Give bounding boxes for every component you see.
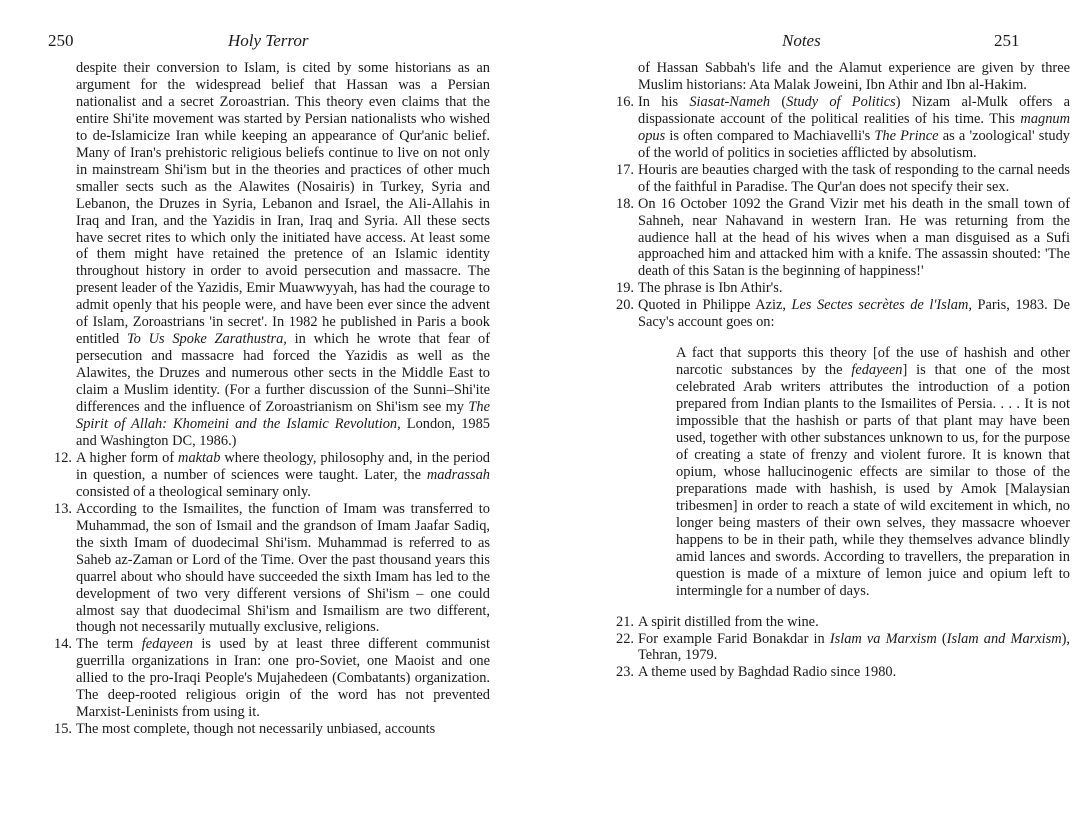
note-number: 14. [54, 636, 72, 653]
note-number: 15. [54, 721, 72, 738]
running-title: Holy Terror [228, 31, 309, 50]
running-title: Notes [782, 31, 821, 50]
note-number: 20. [616, 297, 634, 314]
note-19: 19. The phrase is Ibn Athir's. [610, 280, 1070, 297]
note-23: 23. A theme used by Baghdad Radio since 1980. [610, 664, 1070, 681]
note-15: 15. The most complete, though not necessarily unbiased, accounts [48, 721, 490, 738]
note-number: 12. [54, 449, 72, 466]
note-21: 21. A spirit distilled from the wine. [610, 614, 1070, 631]
block-quote: A fact that supports this theory [of the use of hashish and other narcotic substances by the fedayeen] is that one of the most celebrated Arab writers attributes the introduction of a potion prepared from Indian plants to the Ismailites of Persia. . . . It is not impossible that the hashish or parts of that plant may have been used, together with other substances unknown to us, for the purpose of creating a state of frenzy and violent furore. It is known that opium, whose hallucinogenic effects are similar to those of the preparations made with hashish, is used by Amok [Malaysian tribesmen] in order to reach a state of wild excitement in which, no longer being masters of their own selves, they massacre whoever happens to be in their path, while they themselves advance blindly amid lances and swords. According to travellers, the preparation in question is made of a mixture of lemon juice and opium left to intermingle for a number of days. [676, 345, 1071, 599]
note-20: 20. Quoted in Philippe Aziz, Les Sectes secrètes de l'Islam, Paris, 1983. De Sacy's account goes on: [610, 297, 1070, 331]
note-18: 18. On 16 October 1092 the Grand Vizir met his death in the small town of Sahneh, near Nahavand in western Iran. He was returning from the audience hall at the head of his wives when a man disguised as a Sufi approached him and attacked him with a knife. The assassin shouted: 'The death of this Satan is the beginning of happiness!' [610, 196, 1070, 281]
note-number: 18. [616, 195, 634, 212]
note-number: 13. [54, 500, 72, 517]
note-16: 16. In his Siasat-Nameh (Study of Politics) Nizam al-Mulk offers a dispassionate account of the political realities of his time. This magnum opus is often compared to Machiavelli's The Prince as a 'zoological' study of the world of politics in societies afflicted by absolutism. [610, 94, 1070, 162]
notes-body [610, 60, 1070, 681]
note-22: 22. For example Farid Bonakdar in Islam va Marxism (Islam and Marxism), Tehran, 1979. [610, 631, 1070, 665]
note-13: 13. According to the Ismailites, the function of Imam was transferred to Muhammad, the son of Ismail and the grandson of Imam Jaafar Sadiq, the sixth Imam of duodecimal Shi'ism. Muhammad is referred to as Saheb az-Zaman or Lord of the Time. Over the past thousand years this quarrel about who should have succeeded the sixth Imam has led to the development of two very different versions of Shi'ism – one could almost say that duodecimal Shi'ism and Ismailism are two different, though not necessarily mutually exclusive, religions. [48, 501, 490, 637]
note-number: 22. [616, 630, 634, 647]
note-continuation: despite their conversion to Islam, is cited by some historians as an argument for the widespread belief that Hassan was a Persian nationalist and a secret Zoroastrian. This theory even claims that the entire Shi'ite movement was started by Persian nationalists who wished to de-Islamicize Iran while keeping an appearance of Qur'anic belief. Many of Iran's prehistoric religious beliefs continue to live on not only in mainstream Shi'ism but in the theories and practices of other much smaller sects such as the Alawites (Nosairis) in Turkey, Syria and Lebanon, the Druzes in Syria, Lebanon and Israel, the Ali-Allahis in Iraq and Iran, and the Yazidis in Iran, Iraq and Syria. All these sects have secret rites to which only the initiated have access. At least some of them might have retained the pretence of an Islamic identity throughout history in order to avoid persecution and massacre. The present leader of the Yazidis, Emir Muawwyyah, has had the courage to admit openly that his people were, and have been ever since the advent of Islam, Zoroastrians 'in secret'. In 1982 he published in Paris a book entitled To Us Spoke Zarathustra, in which he wrote that fear of persecution and massacre had forced the Yazidis as well as the Alawites, the Druzes and numerous other sects in the Middle East to claim a Muslim identity. (For a further discussion of the Sunni–Shi'ite differences and the influence of Zoroastrianism on Shi'ism see my The Spirit of Allah: Khomeini and the Islamic Revolution, London, 1985 and Washington DC, 1986.) [76, 60, 490, 449]
note-number: 23. [616, 664, 634, 681]
note-number: 19. [616, 280, 634, 297]
page-number: 251 [994, 31, 1020, 50]
note-continuation: of Hassan Sabbah's life and the Alamut experience are given by three Muslim historians: Ata Malak Joweini, Ibn Athir and Ibn al-Hakim. [638, 60, 1070, 93]
right-page [546, 0, 1092, 829]
note-17: 17. Houris are beauties charged with the task of responding to the carnal needs of the faithful in Paradise. The Qur'an does not specify their sex. [610, 162, 1070, 196]
note-number: 16. [616, 93, 634, 110]
notes-body [48, 60, 490, 738]
note-12: 12. A higher form of maktab where theology, philosophy and, in the period in question, a number of sciences were taught. Later, the madrassah consisted of a theological seminary only. [48, 450, 490, 501]
note-number: 17. [616, 161, 634, 178]
page-number: 250 [48, 31, 74, 50]
note-14: 14. The term fedayeen is used by at least three different communist guerrilla organizations in Iran: one pro-Soviet, one Maoist and one allied to the pro-Iraqi People's Mujahedeen (Combatants) organization. The deep-rooted religious origin of the word has not prevented Marxist-Leninists from using it. [48, 636, 490, 721]
note-number: 21. [616, 613, 634, 630]
